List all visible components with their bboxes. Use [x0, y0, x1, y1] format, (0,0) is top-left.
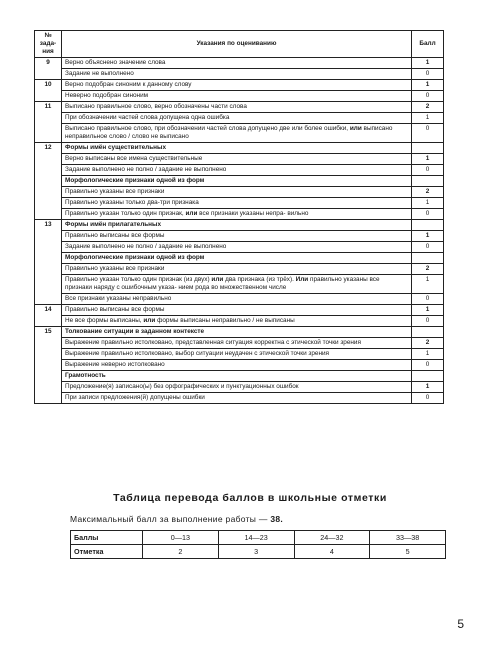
points-row-label: Баллы [71, 531, 143, 545]
criterion-description [62, 275, 412, 294]
connector-word: Или [295, 276, 309, 283]
criteria-header-row [35, 31, 444, 58]
points-value: 1 [412, 113, 444, 124]
criterion-section-heading: Формы имён прилагательных [62, 220, 412, 231]
criteria-row [35, 338, 444, 349]
criteria-row [35, 124, 444, 143]
points-value: 0 [412, 124, 444, 143]
points-value: 1 [412, 58, 444, 69]
criterion-description: Задание выполнено не полно / задание не выполнено [62, 242, 412, 253]
task-number: 9 [35, 58, 62, 80]
criterion-description: Правильно указаны все признаки [62, 187, 412, 198]
criterion-description: Выражение правильно истолковано, выбор ситуации неудачен с этической точки зрения [62, 349, 412, 360]
connector-word: или [349, 125, 362, 132]
criterion-description: Все признаки указаны неправильно [62, 294, 412, 305]
points-range: 24—32 [294, 531, 370, 545]
points-value: 0 [412, 316, 444, 327]
points-value: 0 [412, 360, 444, 371]
points-value: 1 [412, 154, 444, 165]
points-value: 0 [412, 69, 444, 80]
points-value: 0 [412, 165, 444, 176]
criteria-body [35, 58, 444, 404]
criterion-description: Верно объяснено значение слова [62, 58, 412, 69]
criterion-description: Задание не выполнено [62, 69, 412, 80]
criteria-row [35, 102, 444, 113]
criteria-row [35, 253, 444, 264]
grades-row [71, 545, 446, 559]
points-cell-empty [412, 143, 444, 154]
criterion-description [62, 316, 412, 327]
points-value: 2 [412, 102, 444, 113]
task-number: 11 [35, 102, 62, 143]
points-row [71, 531, 446, 545]
points-value: 0 [412, 242, 444, 253]
grade-value: 4 [294, 545, 370, 559]
criteria-row [35, 165, 444, 176]
criterion-description: Задание выполнено не полно / задание не выполнено [62, 165, 412, 176]
task-number: 15 [35, 327, 62, 404]
points-value: 2 [412, 264, 444, 275]
criteria-row [35, 187, 444, 198]
points-value: 0 [412, 294, 444, 305]
criterion-description: Правильно указаны только два-три признака [62, 198, 412, 209]
criterion-section-heading: Грамотность [62, 371, 412, 382]
criteria-row [35, 360, 444, 371]
task-number: 14 [35, 305, 62, 327]
criterion-text-part: выписано неправильное слово / слово не выписано [65, 125, 393, 140]
points-cell-empty [412, 220, 444, 231]
criteria-row [35, 113, 444, 124]
criteria-row [35, 176, 444, 187]
criterion-text-part: правильно указаны все признаки наряду с ошибочным указа- нием рода во множественном числе [65, 276, 380, 291]
criterion-text-part: все признаки указаны непра- вильно [197, 210, 309, 217]
criteria-row [35, 393, 444, 404]
criterion-description: Выражение неверно истолковано [62, 360, 412, 371]
max-score-value: 38. [270, 514, 284, 524]
points-cell-empty [412, 371, 444, 382]
points-range: 14—23 [218, 531, 294, 545]
criterion-description: Верно подобран синоним к данному слову [62, 80, 412, 91]
grade-value: 2 [143, 545, 219, 559]
criterion-text-part: два признака (из трёх). [223, 276, 296, 283]
criterion-description: Неверно подобран синоним [62, 91, 412, 102]
criteria-row [35, 91, 444, 102]
criterion-description [62, 124, 412, 143]
criterion-text-part: Правильно указан только один признак (из двух) [65, 276, 212, 283]
grade-value: 3 [218, 545, 294, 559]
connector-word: или [185, 210, 198, 217]
grading-criteria-table [34, 30, 444, 404]
conversion-title: Таблица перевода баллов в школьные отметки [113, 492, 387, 504]
points-value: 0 [412, 91, 444, 102]
points-value: 1 [412, 231, 444, 242]
criterion-description: Предложение(я) записано(ы) без орфографических и пунктуационных ошибок [62, 382, 412, 393]
criterion-section-heading: Морфологические признаки одной из форм [62, 176, 412, 187]
criteria-row [35, 231, 444, 242]
criterion-text-part: формы выписаны неправильно / не выписаны [155, 317, 295, 324]
criteria-row [35, 198, 444, 209]
criterion-section-heading: Формы имён существительных [62, 143, 412, 154]
grade-conversion-table [70, 530, 446, 559]
criteria-row [35, 294, 444, 305]
criterion-section-heading: Толкование ситуации в заданном контексте [62, 327, 412, 338]
points-cell-empty [412, 253, 444, 264]
criterion-text-part: Выписано правильное слово, при обозначении частей слова допущено две или более ошибки, [65, 125, 350, 132]
connector-word: или [211, 276, 224, 283]
criterion-description: Правильно выписаны все формы [62, 231, 412, 242]
criterion-description: Верно выписаны все имена существительные [62, 154, 412, 165]
points-cell-empty [412, 327, 444, 338]
criteria-row [35, 264, 444, 275]
grade-value: 5 [370, 545, 446, 559]
criterion-description: Выражение правильно истолковано, представленная ситуация корректна с этической точки зрения [62, 338, 412, 349]
criteria-row [35, 382, 444, 393]
points-value: 2 [412, 338, 444, 349]
criteria-row [35, 69, 444, 80]
points-value: 1 [412, 80, 444, 91]
points-value: 2 [412, 187, 444, 198]
criterion-section-heading: Морфологические признаки одной из форм [62, 253, 412, 264]
criteria-row [35, 242, 444, 253]
points-value: 1 [412, 349, 444, 360]
points-range: 33—38 [370, 531, 446, 545]
points-value: 1 [412, 382, 444, 393]
criterion-description: Правильно указаны все признаки [62, 264, 412, 275]
criteria-row [35, 80, 444, 91]
criteria-row [35, 316, 444, 327]
criterion-description: Выписано правильное слово, верно обозначены части слова [62, 102, 412, 113]
criteria-row [35, 209, 444, 220]
criterion-text-part: Правильно указан только один признак, [65, 210, 186, 217]
points-value: 1 [412, 305, 444, 316]
points-cell-empty [412, 176, 444, 187]
max-score-text: Максимальный балл за выполнение работы — [70, 514, 271, 524]
criterion-description: При обозначении частей слова допущена одна ошибка [62, 113, 412, 124]
points-value: 1 [412, 198, 444, 209]
criteria-row [35, 275, 444, 294]
points-range: 0—13 [143, 531, 219, 545]
page-number: 5 [457, 617, 464, 631]
criteria-row [35, 58, 444, 69]
grades-row-label: Отметка [71, 545, 143, 559]
connector-word: или [143, 317, 156, 324]
criterion-description: При записи предложения(й) допущены ошибки [62, 393, 412, 404]
task-number: 12 [35, 143, 62, 220]
criteria-row [35, 305, 444, 316]
criteria-row [35, 154, 444, 165]
criteria-row [35, 371, 444, 382]
header-points: Балл [412, 31, 444, 58]
task-number: 10 [35, 80, 62, 102]
criteria-row [35, 349, 444, 360]
points-value: 1 [412, 275, 444, 294]
task-number: 13 [35, 220, 62, 305]
criteria-row [35, 220, 444, 231]
criterion-description [62, 209, 412, 220]
header-instructions: Указания по оцениванию [62, 31, 412, 58]
points-value: 0 [412, 209, 444, 220]
header-task-number: № зада- ния [35, 31, 62, 58]
criteria-row [35, 143, 444, 154]
points-value: 0 [412, 393, 444, 404]
criterion-description: Правильно выписаны все формы [62, 305, 412, 316]
max-score-line [70, 514, 283, 524]
criteria-row [35, 327, 444, 338]
criterion-text-part: Не все формы выписаны, [65, 317, 144, 324]
